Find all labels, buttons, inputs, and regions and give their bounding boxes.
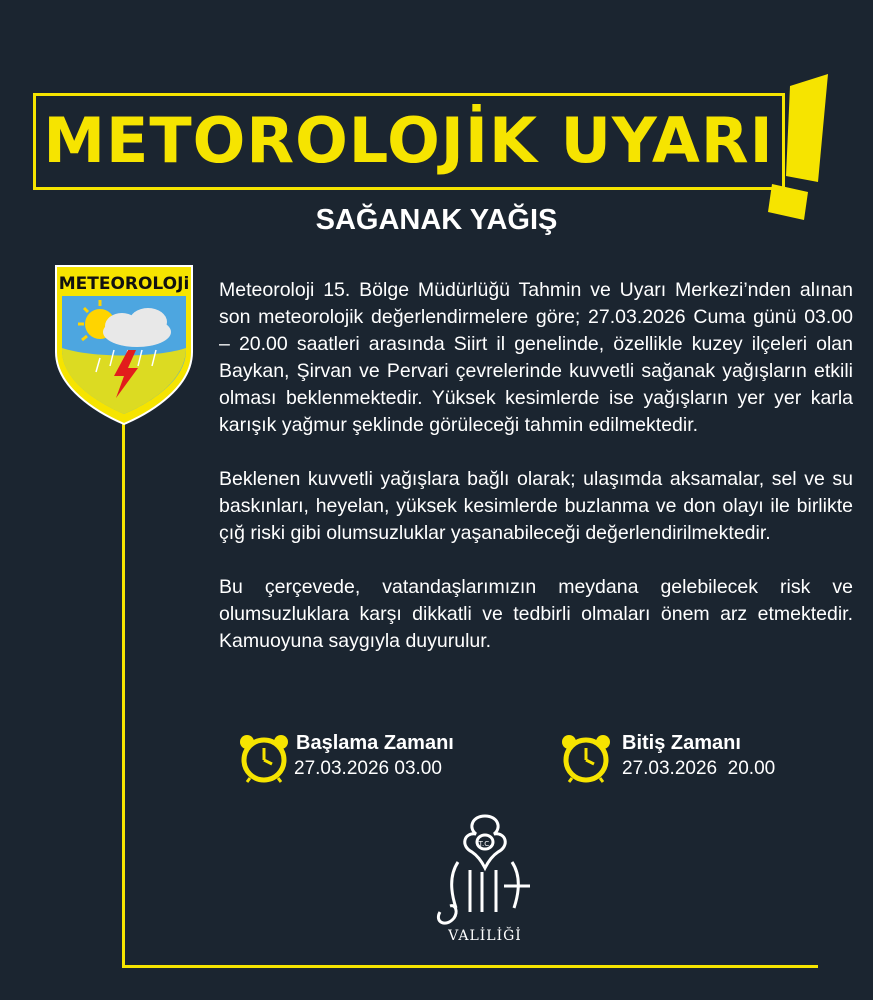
start-time-value: 27.03.2026 03.00 [294, 758, 442, 779]
end-time-label: Bitiş Zamanı [622, 732, 741, 754]
logo-label: VALİLİĞİ [448, 928, 522, 944]
svg-text:T.C.: T.C. [478, 840, 492, 848]
frame-line-horizontal [122, 965, 818, 968]
title-banner [33, 93, 785, 190]
page-title: METOROLOJİK UYARI [43, 104, 774, 177]
exclamation-icon [768, 72, 832, 222]
emblem-label: METEOROLOJi [58, 274, 190, 294]
paragraph: Meteoroloji 15. Bölge Müdürlüğü Tahmin ve Uyarı Merkezi’nden alınan son meteorolojik değerlendirmelere göre; 27.03.2026 Cuma günü 03.00 – 20.00 saatleri arasında Siirt il genelinde, özellikle kuzey ilçeleri olan Baykan, Şirvan ve Pervari çevrelerinde kuvvetli sağanak yağışların etkili olması beklenmektedir. Yüksek kesimlerde ise yağışların yer yer karla karışık yağmur şeklinde görüleceği tahmin edilmektedir. [219, 279, 853, 436]
alarm-clock-icon [560, 732, 612, 784]
paragraph: Beklenen kuvvetli yağışlara bağlı olarak; ulaşımda aksamalar, sel ve su baskınları, heyelan, yüksek kesimlerde buzlanma ve don olayı ile birlikte çığ riski gibi olumsuzluklar yaşanabileceği değerlendirilmektedir. [219, 468, 853, 544]
start-time-label: Başlama Zamanı [296, 732, 454, 754]
end-time-value: 27.03.2026 20.00 [622, 758, 776, 779]
warning-type: SAĞANAK YAĞIŞ [315, 204, 558, 236]
paragraph: Bu çerçevede, vatandaşlarımızın meydana gelebilecek risk ve olumsuzluklara karşı dikkatli ve tedbirli olmaları önem arz etmektedir. Kamuoyuna saygıyla duyurulur. [219, 576, 853, 652]
meteorology-shield-icon [52, 262, 196, 428]
siirt-valiligi-logo [420, 812, 550, 930]
warning-body [219, 277, 853, 682]
frame-line-vertical [122, 420, 125, 968]
alarm-clock-icon [238, 732, 290, 784]
